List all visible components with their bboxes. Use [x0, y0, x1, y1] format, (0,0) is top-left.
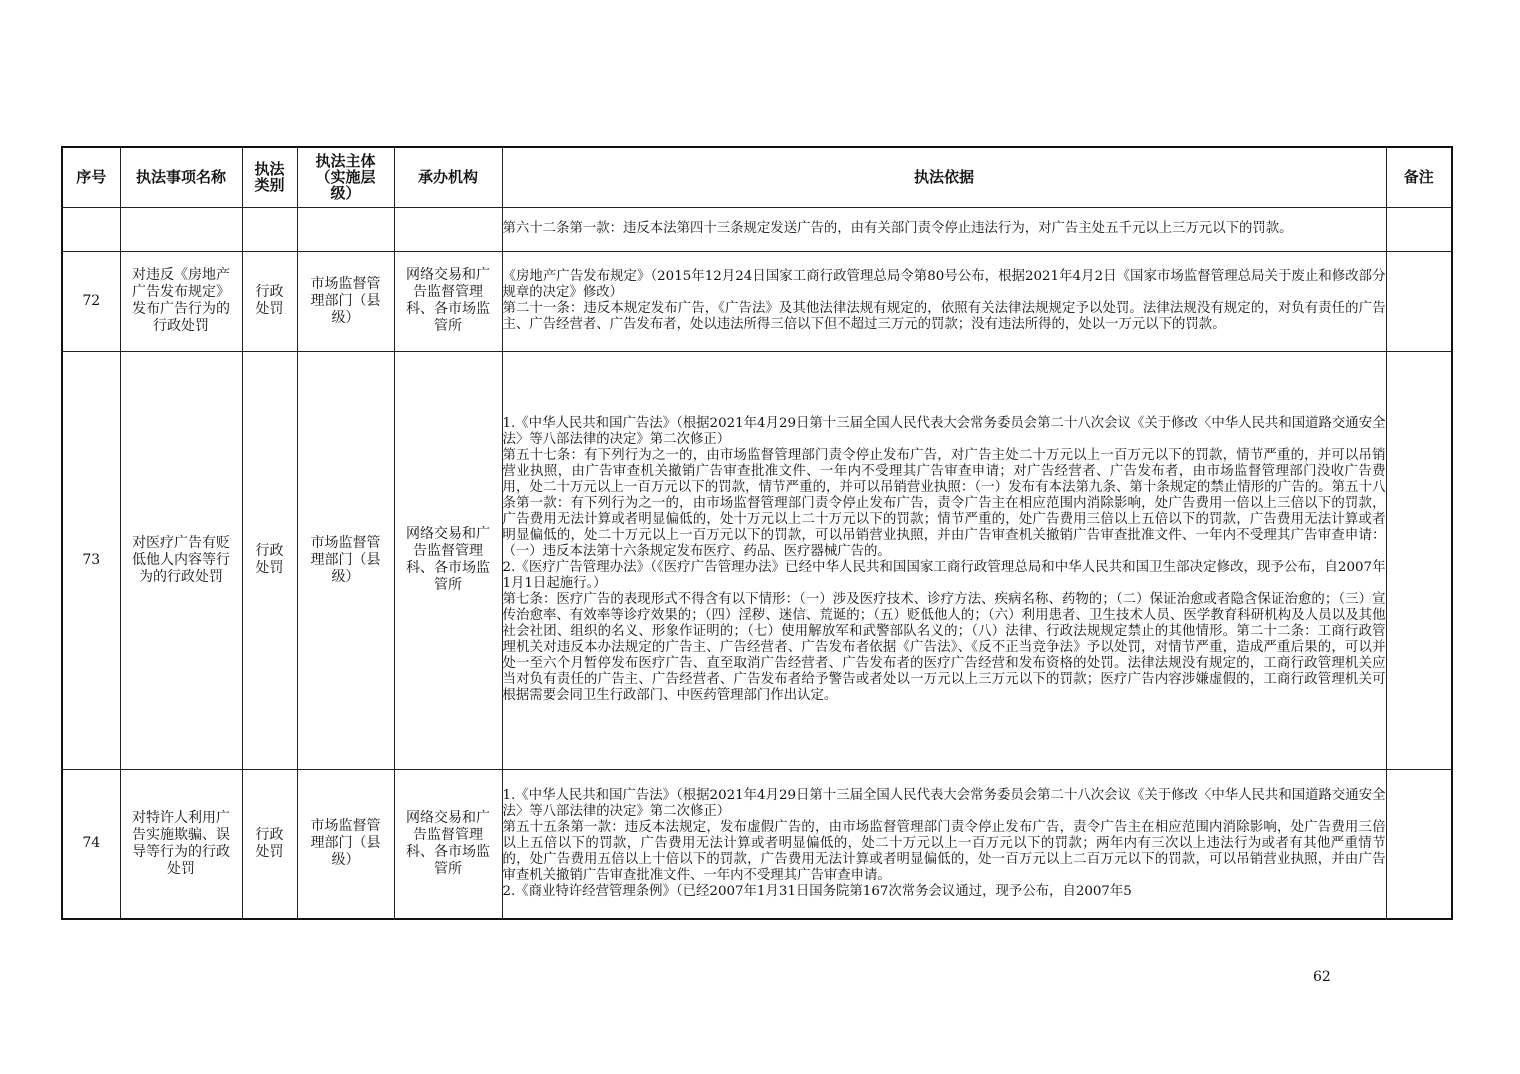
row-remark: [1386, 769, 1452, 919]
row-category: 行政处罚: [242, 351, 297, 769]
basis-paragraph: 《房地产广告发布规定》（2015年12月24日国家工商行政管理总局令第80号公布，根据2021年4月2日《国家市场监督管理总局关于废止和修改部分规章的决定》修改）: [502, 269, 1386, 300]
basis-paragraph: 2.《医疗广告管理办法》（《医疗广告管理办法》已经中华人民共和国国家工商行政管理总局和中华人民共和国卫生部决定修改，现予公布，自2007年1月1日起施行。）: [502, 560, 1386, 591]
basis-paragraph: 第六十二条第一款：违反本法第四十三条规定发送广告的，由有关部门责令停止违法行为，对广告主处五千元以上三万元以下的罚款。: [502, 221, 1293, 236]
cont-category: [242, 207, 297, 251]
row-seq: 74: [62, 769, 120, 919]
enforcement-table: [61, 146, 1453, 920]
table-row-72: [62, 251, 1452, 351]
cont-name: [120, 207, 242, 251]
row-seq: 73: [62, 351, 120, 769]
row-remark: [1386, 251, 1452, 351]
basis-paragraph: 第五十五条第一款：违反本法规定，发布虚假广告的，由市场监督管理部门责令停止发布广告，责令广告主在相应范围内消除影响，处广告费用三倍以上五倍以下的罚款，广告费用无法计算或者明显偏低的，处二十万元以上一百万元以下的罚款；两年内有三次以上违法行为或者有其他严重情节的，处广告费用五倍以上十倍以下的罚款，广告费用无法计算或者明显偏低的，处一百万元以上二百万元以下的罚款，可以吊销营业执照，并由广告审查机关撤销广告审查批准文件、一年内不受理其广告审查申请。: [502, 819, 1386, 883]
cont-seq: [62, 207, 120, 251]
header-basis: 执法依据: [502, 147, 1386, 207]
basis-paragraph: 第七条：医疗广告的表现形式不得含有以下情形：（一）涉及医疗技术、诊疗方法、疾病名称、药物的；（二）保证治愈或者隐含保证治愈的；（三）宣传治愈率、有效率等诊疗效果的；（四）淫秽、迷信、荒诞的；（五）贬低他人的；（六）利用患者、卫生技术人员、医学教育科研机构及人员以及其他社会社团、组织的名义、形象作证明的；（七）使用解放军和武警部队名义的；（八）法律、行政法规规定禁止的其他情形。第二十二条：工商行政管理机关对违反本办法规定的广告主、广告经营者、广告发布者依据《广告法》、《反不正当竞争法》予以处罚，对情节严重，造成严重后果的，可以并处一至六个月暂停发布医疗广告、直至取消广告经营者、广告发布者的医疗广告经营和发布资格的处罚。法律法规没有规定的，工商行政管理机关应当对负有责任的广告主、广告经营者、广告发布者给予警告或者处以一万元以上三万元以下的罚款；医疗广告内容涉嫌虚假的，工商行政管理机关可根据需要会同卫生行政部门、中医药管理部门作出认定。: [502, 592, 1386, 703]
header-subject: 执法主体（实施层级）: [297, 147, 394, 207]
row-basis: [502, 351, 1386, 769]
basis-paragraph: 1.《中华人民共和国广告法》（根据2021年4月29日第十三届全国人民代表大会常务委员会第二十八次会议《关于修改〈中华人民共和国道路交通安全法〉等八部法律的决定》第二次修正）: [502, 416, 1386, 447]
basis-paragraph: 第二十一条：违反本规定发布广告，《广告法》及其他法律法规有规定的，依照有关法律法规规定予以处罚。法律法规没有规定的，对负有责任的广告主、广告经营者、广告发布者，处以违法所得三倍以下但不超过三万元的罚款；没有违法所得的，处以一万元以下的罚款。: [502, 301, 1386, 332]
row-subject: 市场监督管理部门（县级）: [297, 251, 394, 351]
header-category: 执法类别: [242, 147, 297, 207]
row-dept: 网络交易和广告监督管理科、各市场监管所: [394, 769, 502, 919]
row-name: 对特许人利用广告实施欺骗、误导等行为的行政处罚: [120, 769, 242, 919]
row-dept: 网络交易和广告监督管理科、各市场监管所: [394, 351, 502, 769]
cont-subject: [297, 207, 394, 251]
table-row-73: [62, 351, 1452, 769]
continuation-row: [62, 207, 1452, 251]
basis-paragraph: 1.《中华人民共和国广告法》（根据2021年4月29日第十三届全国人民代表大会常务委员会第二十八次会议《关于修改〈中华人民共和国道路交通安全法〉等八部法律的决定》第二次修正）: [502, 787, 1386, 819]
row-subject: 市场监督管理部门（县级）: [297, 769, 394, 919]
header-remark: 备注: [1386, 147, 1452, 207]
cont-remark: [1386, 207, 1452, 251]
basis-paragraph: 第五十七条：有下列行为之一的，由市场监督管理部门责令停止发布广告，对广告主处二十万元以上一百万元以下的罚款，情节严重的，并可以吊销营业执照，由广告审查机关撤销广告审查批准文件、一年内不受理其广告审查申请；对广告经营者、广告发布者，由市场监督管理部门没收广告费用，处二十万元以上一百万元以下的罚款，情节严重的，并可以吊销营业执照：（一）发布有本法第九条、第十条规定的禁止情形的广告的。第五十八条第一款：有下列行为之一的，由市场监督管理部门责令停止发布广告，责令广告主在相应范围内消除影响，处广告费用一倍以上三倍以下的罚款，广告费用无法计算或者明显偏低的，处十万元以上二十万元以下的罚款；情节严重的，处广告费用三倍以上五倍以下的罚款，广告费用无法计算或者明显偏低的，处二十万元以上一百万元以下的罚款，可以吊销营业执照，并由广告审查机关撤销广告审查批准文件、一年内不受理其广告审查申请：（一）违反本法第十六条规定发布医疗、药品、医疗器械广告的。: [502, 448, 1386, 559]
page-number: 62: [1313, 969, 1331, 985]
row-name: 对违反《房地产广告发布规定》发布广告行为的行政处罚: [120, 251, 242, 351]
row-dept: 网络交易和广告监督管理科、各市场监管所: [394, 251, 502, 351]
row-basis: [502, 769, 1386, 919]
row-remark: [1386, 351, 1452, 769]
basis-paragraph: 2.《商业特许经营管理条例》（已经2007年1月31日国务院第167次常务会议通过，现予公布，自2007年5: [502, 883, 1132, 899]
header-name: 执法事项名称: [120, 147, 242, 207]
header-dept: 承办机构: [394, 147, 502, 207]
table-header-row: [62, 147, 1452, 207]
cont-basis: [502, 207, 1386, 251]
table-row-74: [62, 769, 1452, 919]
row-seq: 72: [62, 251, 120, 351]
row-subject: 市场监督管理部门（县级）: [297, 351, 394, 769]
row-basis: [502, 251, 1386, 351]
row-category: 行政处罚: [242, 251, 297, 351]
row-category: 行政处罚: [242, 769, 297, 919]
header-seq: 序号: [62, 147, 120, 207]
cont-dept: [394, 207, 502, 251]
row-name: 对医疗广告有贬低他人内容等行为的行政处罚: [120, 351, 242, 769]
